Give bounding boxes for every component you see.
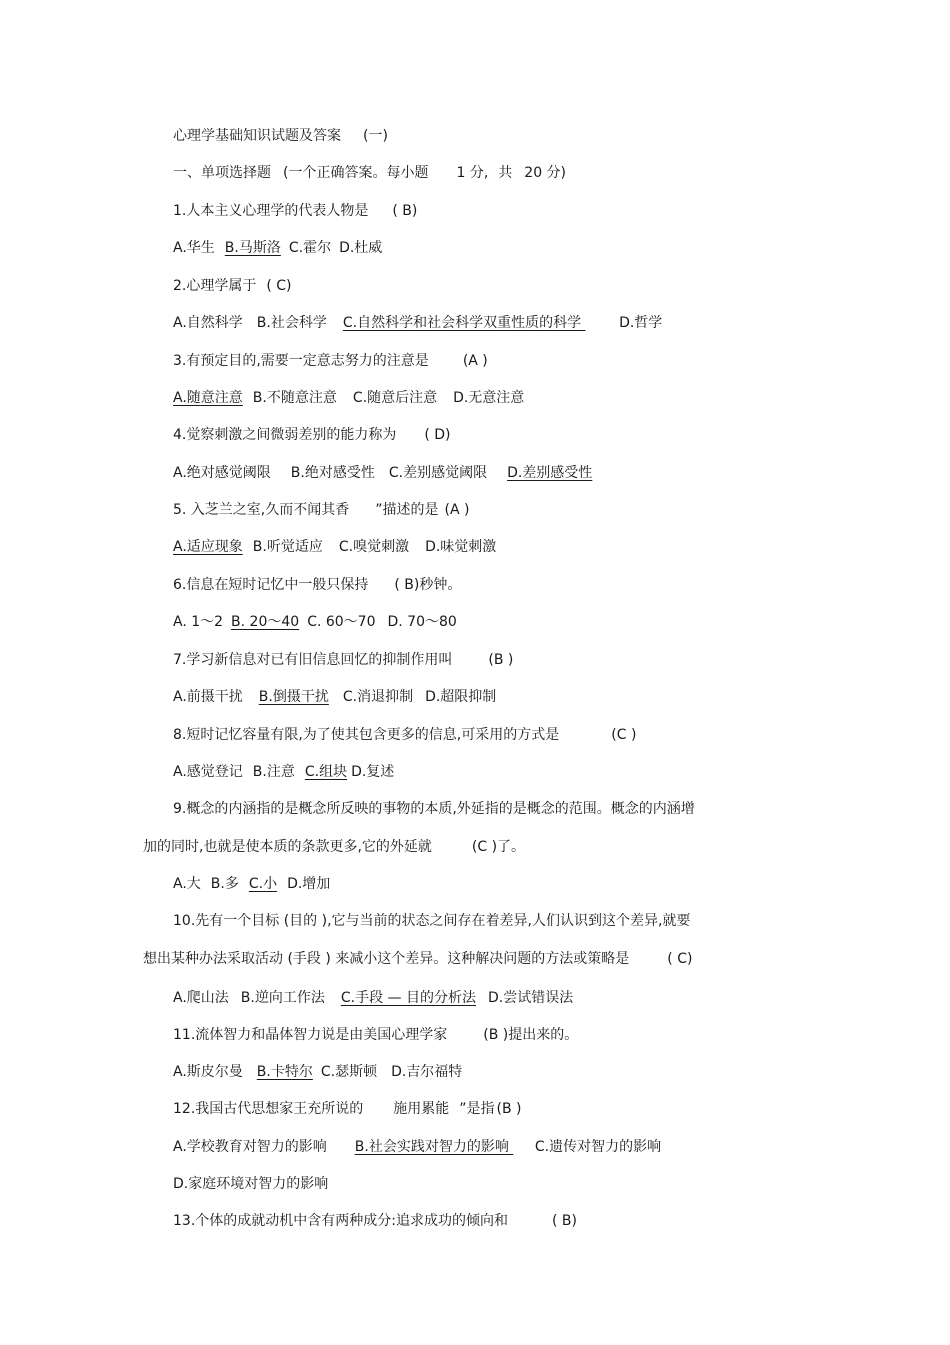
section-note-a: (一个正确答案。每小题 xyxy=(283,165,429,181)
option-d: D.吉尔福特 xyxy=(391,1064,463,1080)
option-a: A.前摄干扰 xyxy=(173,689,243,705)
question-3 xyxy=(173,352,488,370)
question-11 xyxy=(173,1026,578,1044)
option-a-correct: A.适应现象 xyxy=(173,539,243,555)
option-b: B.多 xyxy=(210,876,239,892)
option-c: C. 60～70 xyxy=(307,614,376,630)
section-note-c: 共 xyxy=(498,165,513,181)
option-b-correct: B. 20～40 xyxy=(231,614,300,630)
answer-key: ( D) xyxy=(424,427,451,443)
option-d: D.无意注意 xyxy=(453,390,525,406)
question-stem: 想出某种办法采取活动 (手段 ) 来减小这个差异。这种解决问题的方法或策略是 xyxy=(143,951,630,967)
options-10 xyxy=(173,989,573,1007)
answer-key: ( B) xyxy=(392,203,418,219)
option-b: B.绝对感受性 xyxy=(290,465,375,481)
option-c: C.随意后注意 xyxy=(352,390,438,406)
question-stem: 12.我国古代思想家王充所说的 xyxy=(173,1101,364,1117)
answer-key: ( C) xyxy=(667,951,693,967)
options-6 xyxy=(173,613,457,631)
options-12 xyxy=(173,1138,661,1156)
option-a: A.自然科学 xyxy=(173,315,243,331)
option-a: A.学校教育对智力的影响 xyxy=(173,1139,327,1155)
question-stem: 4.觉察刺激之间微弱差别的能力称为 xyxy=(173,427,397,443)
question-stem: 7.学习新信息对已有旧信息回忆的抑制作用叫 xyxy=(173,652,453,668)
option-b-correct: B.倒摄干扰 xyxy=(258,689,329,705)
options-7 xyxy=(173,688,496,706)
option-a-correct: A.随意注意 xyxy=(173,390,243,406)
option-c: C.消退抑制 xyxy=(342,689,414,705)
question-stem: 1.人本主义心理学的代表人物是 xyxy=(173,203,369,219)
answer-key: (B ) xyxy=(496,1101,522,1117)
answer-key: ( B)秒钟。 xyxy=(394,577,462,593)
option-a: A.大 xyxy=(173,876,201,892)
question-10-line-1 xyxy=(173,912,690,930)
option-b-correct: B.社会实践对智力的影响 xyxy=(354,1139,509,1155)
option-d: D.增加 xyxy=(287,876,331,892)
question-stem: 加的同时,也就是使本质的条款更多,它的外延就 xyxy=(143,839,432,855)
question-9-line-1 xyxy=(173,800,695,818)
option-d: D.杜威 xyxy=(339,240,383,256)
option-d: D.家庭环境对智力的影响 xyxy=(173,1176,329,1192)
answer-key: (C ) xyxy=(611,727,637,743)
question-9-line-2 xyxy=(143,838,525,856)
option-b-correct: B.卡特尔 xyxy=(256,1064,313,1080)
option-b: B.不随意注意 xyxy=(252,390,337,406)
question-stem: 9.概念的内涵指的是概念所反映的事物的本质,外延指的是概念的范围。概念的内涵增 xyxy=(173,801,695,817)
option-a: A.绝对感觉阈限 xyxy=(173,465,271,481)
option-c-correct: C.自然科学和社会科学双重性质的科学 xyxy=(342,315,582,331)
option-a: A.华生 xyxy=(173,240,215,256)
section-note-d: 20 分) xyxy=(524,165,567,181)
option-d: D.超限抑制 xyxy=(425,689,497,705)
option-a: A. 1～2 xyxy=(173,614,224,630)
options-12-cont xyxy=(173,1175,328,1193)
question-stem-c: ”是指 xyxy=(459,1101,495,1117)
question-stem: 3.有预定目的,需要一定意志努力的注意是 xyxy=(173,353,429,369)
question-stem: 13.个体的成就动机中含有两种成分:追求成功的倾向和 xyxy=(173,1213,508,1229)
option-b: B.逆向工作法 xyxy=(240,990,325,1006)
answer-key: ( C) xyxy=(266,278,292,294)
question-7 xyxy=(173,651,513,669)
question-stem: 5. 入芝兰之室,久而不闻其香 xyxy=(173,502,350,518)
question-10-line-2 xyxy=(143,950,692,968)
option-d-correct: D.差别感受性 xyxy=(507,465,593,481)
question-5 xyxy=(173,501,469,519)
options-8 xyxy=(173,763,394,781)
answer-key: (A ) xyxy=(444,502,470,518)
question-stem: 11.流体智力和晶体智力说是由美国心理学家 xyxy=(173,1027,448,1043)
title-text: 心理学基础知识试题及答案 xyxy=(173,128,341,144)
option-d: D.尝试错误法 xyxy=(487,990,574,1006)
options-2 xyxy=(173,314,662,332)
option-a: A.爬山法 xyxy=(173,990,229,1006)
section-title: 一、单项选择题 xyxy=(173,165,271,181)
answer-key: (B ) xyxy=(488,652,514,668)
section-note-b: 1 分, xyxy=(456,165,489,181)
question-stem-b: ”描述的是 xyxy=(375,502,439,518)
option-d: D.复述 xyxy=(351,764,395,780)
options-3 xyxy=(173,389,524,407)
answer-key: (B )提出来的。 xyxy=(483,1027,579,1043)
option-c: C.霍尔 xyxy=(288,240,332,256)
question-4 xyxy=(173,426,451,444)
question-stem: 2.心理学属于 xyxy=(173,278,257,294)
option-d: D.味觉刺激 xyxy=(425,539,497,555)
option-c: C.遗传对智力的影响 xyxy=(534,1139,662,1155)
question-stem-b: 施用累能 xyxy=(393,1101,450,1117)
option-c: C.嗅觉刺激 xyxy=(338,539,410,555)
option-c-correct: C.手段 — 目的分析法 xyxy=(340,990,476,1006)
answer-key: ( B) xyxy=(551,1213,577,1229)
question-12 xyxy=(173,1100,522,1118)
option-d: D. 70～80 xyxy=(387,614,457,630)
question-stem: 10.先有一个目标 (目的 ),它与当前的状态之间存在着差异,人们认识到这个差异,就要 xyxy=(173,913,691,929)
option-c: C.瑟斯顿 xyxy=(320,1064,378,1080)
options-5 xyxy=(173,538,496,556)
answer-key: (C )了。 xyxy=(471,839,526,855)
question-stem: 6.信息在短时记忆中一般只保持 xyxy=(173,577,369,593)
option-b: B.注意 xyxy=(252,764,295,780)
option-c-correct: C.组块 xyxy=(304,764,348,780)
question-6 xyxy=(173,576,461,594)
section-heading xyxy=(173,164,566,182)
option-b: B.听觉适应 xyxy=(252,539,323,555)
question-stem: 8.短时记忆容量有限,为了使其包含更多的信息,可采用的方式是 xyxy=(173,727,560,743)
option-a: A.斯皮尔曼 xyxy=(173,1064,243,1080)
options-4 xyxy=(173,464,592,482)
question-13 xyxy=(173,1212,577,1230)
option-c-correct: C.小 xyxy=(248,876,278,892)
answer-key: (A ) xyxy=(462,353,488,369)
question-1 xyxy=(173,202,417,220)
option-b: B.社会科学 xyxy=(256,315,327,331)
option-b-correct: B.马斯洛 xyxy=(224,240,281,256)
title-suffix: (一) xyxy=(363,128,388,144)
option-c: C.差别感觉阈限 xyxy=(388,465,488,481)
options-1 xyxy=(173,239,382,257)
options-11 xyxy=(173,1063,462,1081)
question-2 xyxy=(173,277,292,295)
document-title xyxy=(173,127,388,145)
option-d: D.哲学 xyxy=(619,315,663,331)
question-8 xyxy=(173,726,636,744)
option-a: A.感觉登记 xyxy=(173,764,243,780)
options-9 xyxy=(173,875,330,893)
